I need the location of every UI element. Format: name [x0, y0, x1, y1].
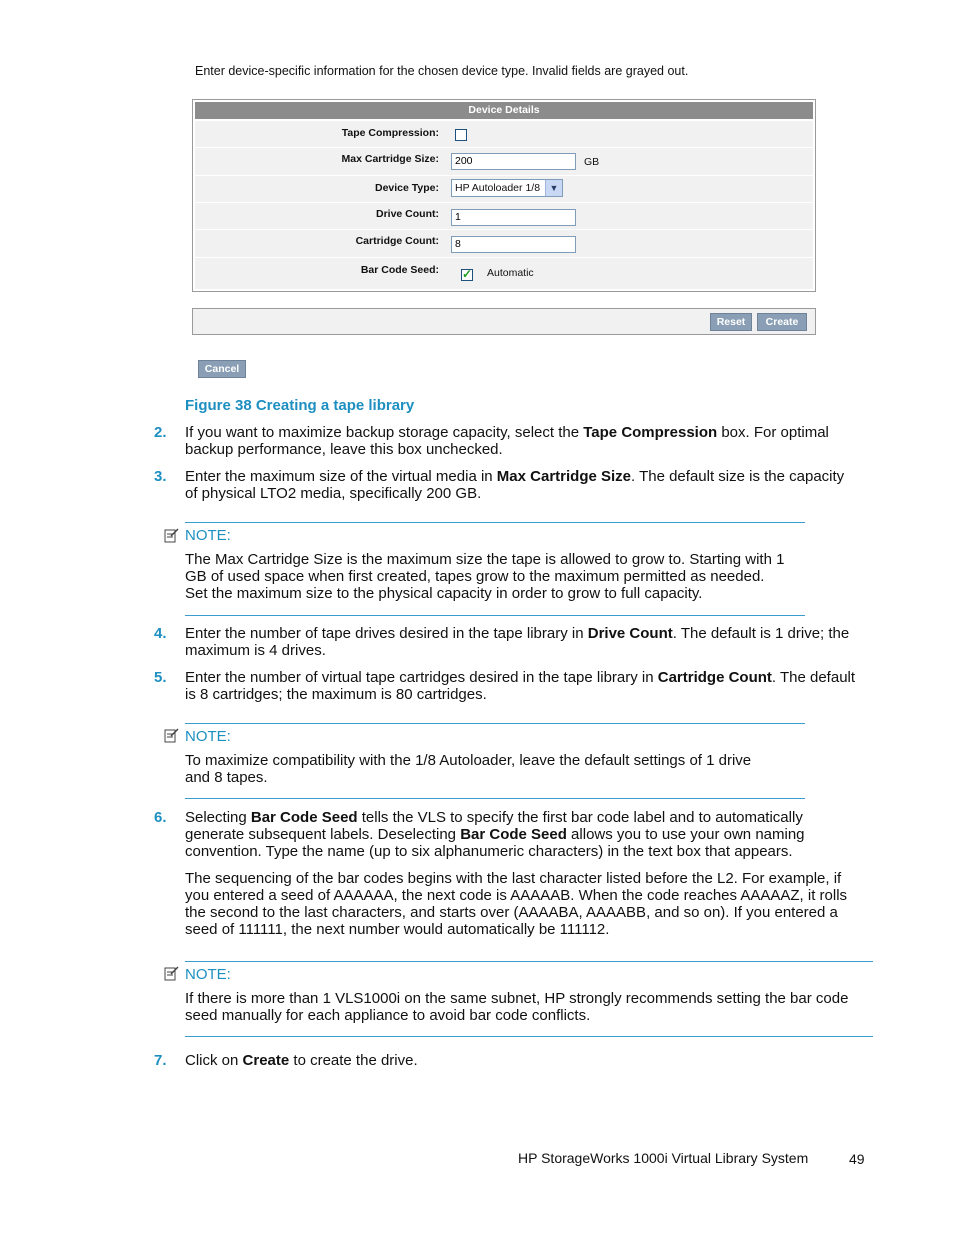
bar-code-seed-label: Bar Code Seed: — [360, 264, 439, 276]
note-divider — [185, 961, 873, 962]
device-details-header: Device Details — [195, 102, 813, 119]
row-bar-code-seed — [195, 258, 813, 289]
drive-count-input[interactable] — [451, 209, 576, 226]
note-divider — [185, 615, 805, 616]
note-divider — [185, 522, 805, 523]
step-6-text: Selecting Bar Code Seed tells the VLS to specify the first bar code label and to automatically generate subsequent labels. Deselecting Bar Code Seed allows you to use your own naming convention. Type the name (up to six alphanumeric characters) in the text box that appears. — [185, 809, 805, 860]
max-cartridge-size-input[interactable] — [451, 153, 576, 170]
note-icon — [163, 965, 179, 981]
row-tape-compression — [195, 121, 813, 148]
note-2-text: To maximize compatibility with the 1/8 Autoloader, leave the default settings of 1 drive and 8 tapes. — [185, 752, 752, 786]
device-details-panel — [192, 99, 816, 292]
step-7-text: Click on Create to create the drive. — [185, 1052, 418, 1069]
note-divider — [185, 798, 805, 799]
note-label: NOTE: — [185, 527, 231, 544]
step-number: 3. — [154, 468, 167, 485]
row-drive-count — [195, 203, 813, 230]
device-type-select[interactable] — [451, 179, 563, 197]
step-number: 7. — [154, 1052, 167, 1069]
tape-compression-label: Tape Compression: — [341, 127, 439, 139]
bar-code-seed-checkbox[interactable] — [461, 269, 473, 281]
note-icon — [163, 727, 179, 743]
action-bar — [192, 308, 816, 335]
cancel-button[interactable]: Cancel — [198, 360, 246, 378]
step-3-text: Enter the maximum size of the virtual media in Max Cartridge Size. The default size is the capacity of physical LTO2 media, specifically 200 GB. — [185, 468, 845, 502]
intro-text: Enter device-specific information for the chosen device type. Invalid fields are grayed out. — [195, 64, 689, 78]
step-4-text: Enter the number of tape drives desired in the tape library in Drive Count. The default is 1 drive; the maximum is 4 drives. — [185, 625, 850, 659]
tape-compression-checkbox[interactable] — [455, 129, 467, 141]
row-device-type — [195, 176, 813, 203]
step-2-text: If you want to maximize backup storage capacity, select the Tape Compression box. For optimal backup performance, leave this box unchecked. — [185, 424, 829, 458]
footer-title: HP StorageWorks 1000i Virtual Library System — [518, 1150, 809, 1166]
step-number: 4. — [154, 625, 167, 642]
max-cartridge-size-label: Max Cartridge Size: — [341, 153, 439, 165]
note-label: NOTE: — [185, 966, 231, 983]
figure-caption: Figure 38 Creating a tape library — [185, 397, 415, 414]
note-1-text: The Max Cartridge Size is the maximum size the tape is allowed to grow to. Starting with 1 GB of used space when first created, tapes grow to the maximum permitted as needed. Set the maximum size to the physical capacity in order to grow to full capacity. — [185, 551, 785, 602]
create-button[interactable]: Create — [757, 313, 807, 331]
chevron-down-icon[interactable]: ▼ — [545, 180, 562, 196]
cartridge-count-input[interactable] — [451, 236, 576, 253]
step-number: 2. — [154, 424, 167, 441]
device-type-label: Device Type: — [375, 182, 439, 194]
note-divider — [185, 723, 805, 724]
note-label: NOTE: — [185, 728, 231, 745]
step-6-paragraph-2: The sequencing of the bar codes begins with the last character listed before the L2. For example, if you entered a seed of AAAAAA, the next code is AAAAAB. When the code reaches AAAAAZ, it rolls the second to the last characters, and starts over (AAAABA, AAAABB, and so on). If you entered a seed of 111111, the next number would automatically be 111112. — [185, 870, 848, 938]
drive-count-label: Drive Count: — [376, 208, 439, 220]
step-number: 5. — [154, 669, 167, 686]
automatic-label: Automatic — [487, 267, 534, 279]
step-5-text: Enter the number of virtual tape cartridges desired in the tape library in Cartridge Count. The default is 8 cartridges; the maximum is 80 cartridges. — [185, 669, 856, 703]
note-3-text: If there is more than 1 VLS1000i on the same subnet, HP strongly recommends setting the bar code seed manually for each appliance to avoid bar code conflicts. — [185, 990, 849, 1024]
row-max-cartridge-size — [195, 148, 813, 176]
reset-button[interactable]: Reset — [710, 313, 752, 331]
cartridge-count-label: Cartridge Count: — [355, 235, 439, 247]
step-number: 6. — [154, 809, 167, 826]
row-cartridge-count — [195, 230, 813, 258]
max-cartridge-size-unit: GB — [584, 156, 600, 168]
note-divider — [185, 1036, 873, 1037]
page-number: 49 — [849, 1151, 865, 1167]
device-type-value: HP Autoloader 1/8 — [455, 182, 541, 194]
note-icon — [163, 527, 179, 543]
checkmark-icon: ✓ — [462, 267, 473, 281]
